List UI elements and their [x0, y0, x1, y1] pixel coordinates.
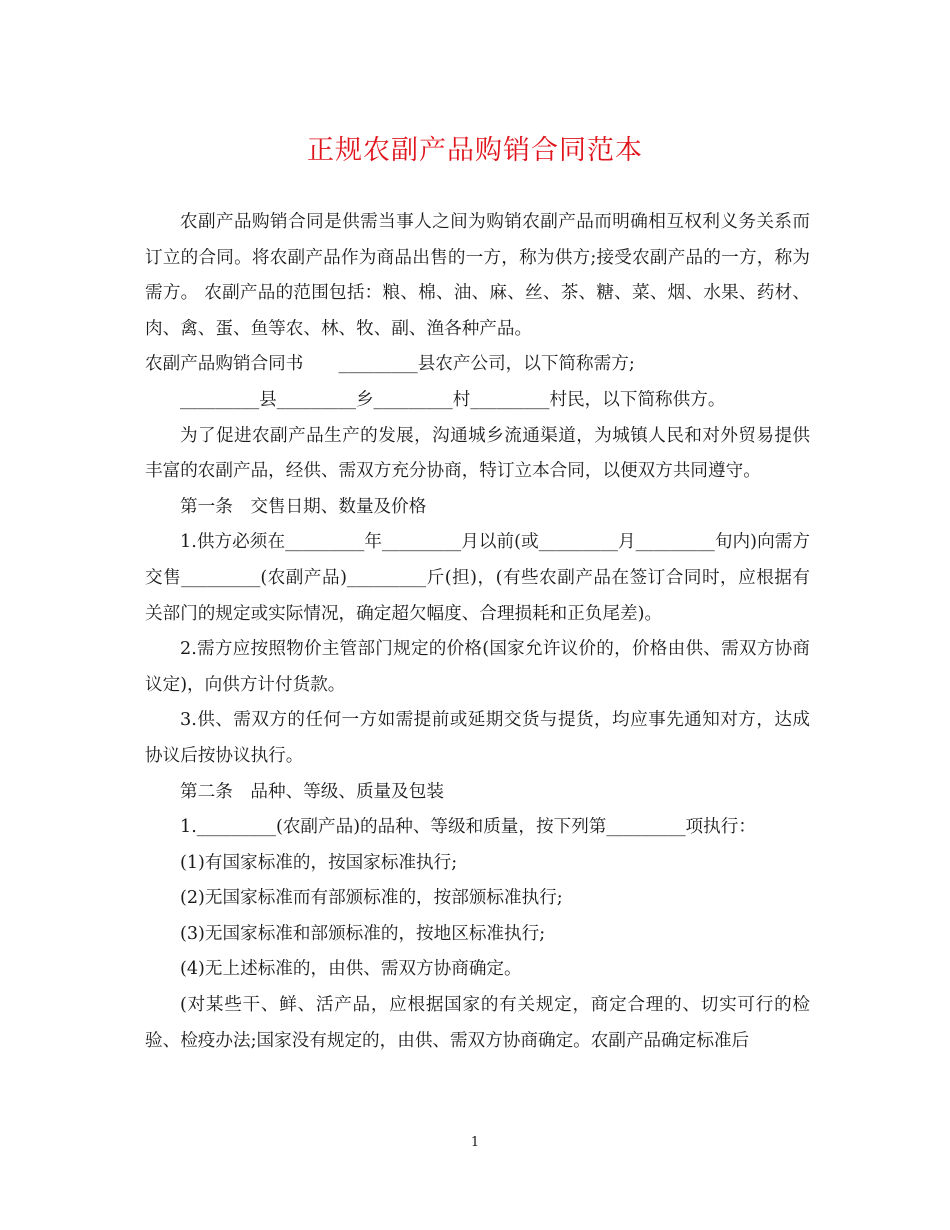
article-2-heading: 第二条 品种、等级、质量及包装 [180, 781, 444, 802]
document-body [145, 205, 810, 1059]
article-1-item-3: 3.供、需双方的任何一方如需提前或延期交货与提货，均应事先通知对方，达成协议后按协议执行。 [145, 710, 810, 766]
article-2-sub-2: (2)无国家标准而有部颁标准的，按部颁标准执行; [180, 888, 563, 909]
paragraph-intro: 农副产品购销合同是供需当事人之间为购销农副产品而明确相互权利义务关系而订立的合同。将农副产品作为商品出售的一方，称为供方;接受农副产品的一方，称为需方。 农副产品的范围包括：粮、棉、油、麻、丝、茶、糖、菜、烟、水果、药材、肉、禽、蛋、鱼等农、林、牧、副、渔各种产品。 [145, 212, 810, 339]
article-2-sub-1: (1)有国家标准的，按国家标准执行; [180, 852, 458, 873]
article-1-item-1: 1.供方必须在_________年_________月以前(或_________月_________旬内)向需方交售_________(农副产品)_________斤(担)，(有些农副产品在签订合同时，应根据有关部门的规定或实际情况，确定超欠幅度、合理损耗和正负尾差)。 [145, 532, 810, 624]
paragraph-demand-party: 农副产品购销合同书 _________县农产公司，以下简称需方; [145, 354, 635, 375]
page-number: 1 [470, 1135, 480, 1150]
article-2-note: (对某些干、鲜、活产品，应根据国家的有关规定，商定合理的、切实可行的检验、检疫办法;国家没有规定的，由供、需双方协商确定。农副产品确定标准后 [145, 995, 810, 1051]
paragraph-purpose: 为了促进农副产品生产的发展，沟通城乡流通渠道，为城镇人民和对外贸易提供丰富的农副产品，经供、需双方充分协商，特订立本合同，以便双方共同遵守。 [145, 425, 810, 482]
article-1-heading: 第一条 交售日期、数量及价格 [180, 496, 427, 517]
article-2-item-1: 1._________(农副产品)的品种、等级和质量，按下列第_________项执行： [180, 817, 756, 838]
paragraph-supply-party: _________县_________乡_________村_________村民，以下简称供方。 [180, 389, 726, 410]
article-1-item-2: 2.需方应按照物价主管部门规定的价格(国家允许议价的，价格由供、需双方协商议定)，向供方计付货款。 [145, 639, 810, 695]
page-title: 正规农副产品购销合同范本 [307, 135, 643, 166]
article-2-sub-3: (3)无国家标准和部颁标准的，按地区标准执行; [180, 923, 546, 944]
article-2-sub-4: (4)无上述标准的，由供、需双方协商确定。 [180, 959, 522, 980]
